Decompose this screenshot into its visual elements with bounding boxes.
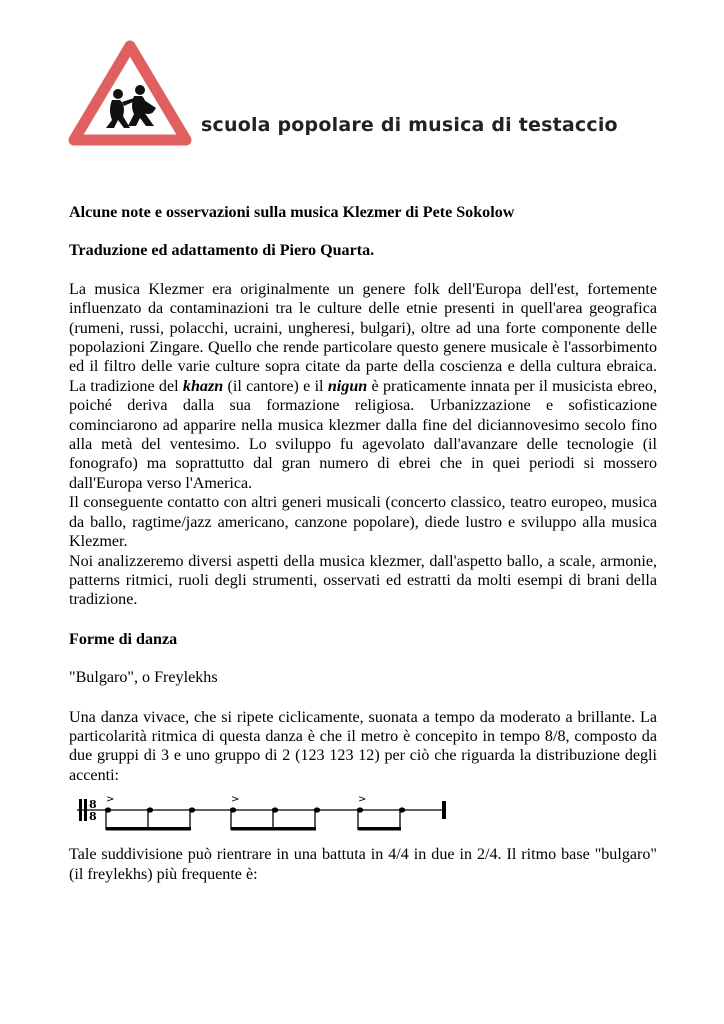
paragraph-analysis: Noi analizzeremo diversi aspetti della musica klezmer, dall'aspetto ballo, a scale, armonie, patterns ritmici, ruoli degli strumenti, osservati ed estratti da molti esempi di brani della tradizione.	[69, 552, 657, 609]
paragraph-contact: Il conseguente contatto con altri generi musicali (concerto classico, teatro europeo, musica da ballo, ragtime/jazz americano, canzone popolare), diede lustro e sviluppo alla musica Klezmer.	[69, 494, 657, 551]
paragraph-bulgaro: Una danza vivace, che si ripete ciclicamente, suonata a tempo da moderato a brillante. La particolarità ritmica di questa danza è che il metro è concepito in tempo 8/8, composto da due gruppi di 3 e uno gruppo di 2 (123 123 12) per ciò che riguarda la distribuzione degli accenti:	[69, 708, 657, 784]
beam	[106, 827, 191, 831]
paragraph-intro-part-c: è praticamente innata per il musicista ebreo, poiché deriva dalla sua formazione religiosa. Urbanizzazione e sofisticazione cominciarono ad apparire nella musica klezmer dalla fine del diciannovesimo secolo fino alla metà del ventesimo. Lo sviluppo fu agevolato dall'avanzare delle tecnologie (il fonografo) ma soprattutto dal gran numero di ebrei che in quei periodi si mossero dall'Europa verso l'America.	[69, 377, 658, 492]
term-khazn: khazn	[182, 377, 224, 395]
paragraph-intro-part-a: La musica Klezmer era originalmente un genere folk dell'Europa dell'est, fortemente influenzato da contaminazioni tra le culture delle etnie presenti in quell'area geografica (rumeni, russi, polacchi, ucraini, ungheresi, bulgari), oltre ad una forte componente delle popolazioni Zingare. Quello che rende particolare questo genere musicale è l'assorbimento ed il filtro delle varie culture sopra citate da parte della coscienza e della cultura ebraica. La tradizione del	[69, 280, 657, 395]
subsection-heading: "Bulgaro", o Freylekhs	[69, 669, 218, 687]
paragraph-intro	[69, 280, 657, 493]
accent-mark: >	[358, 794, 367, 806]
beam	[231, 827, 316, 831]
warning-triangle-musicians-icon	[68, 40, 193, 148]
accent-mark: >	[106, 794, 115, 806]
section-heading: Forme di danza	[69, 630, 178, 648]
beam	[358, 827, 401, 831]
final-barline	[442, 801, 446, 819]
time-signature-top: 8	[89, 798, 97, 812]
page-header	[68, 40, 668, 150]
document-body	[69, 203, 657, 884]
paragraph-subdivision: Tale suddivisione può rientrare in una battuta in 4/4 in due in 2/4. Il ritmo base "bulgaro" (il freylekhs) più frequente è:	[69, 846, 657, 883]
term-nigun: nigun	[327, 377, 368, 395]
rhythm-notation	[73, 793, 453, 837]
document-subtitle: Traduzione ed adattamento di Piero Quarta.	[69, 242, 375, 260]
paragraph-intro-part-b: (il cantore) e il	[223, 377, 328, 395]
document-title: Alcune note e osservazioni sulla musica Klezmer di Pete Sokolow	[69, 204, 515, 221]
school-name: scuola popolare di musica di testaccio	[201, 114, 618, 136]
accent-mark: >	[231, 794, 240, 806]
time-signature-bottom: 8	[89, 810, 97, 824]
